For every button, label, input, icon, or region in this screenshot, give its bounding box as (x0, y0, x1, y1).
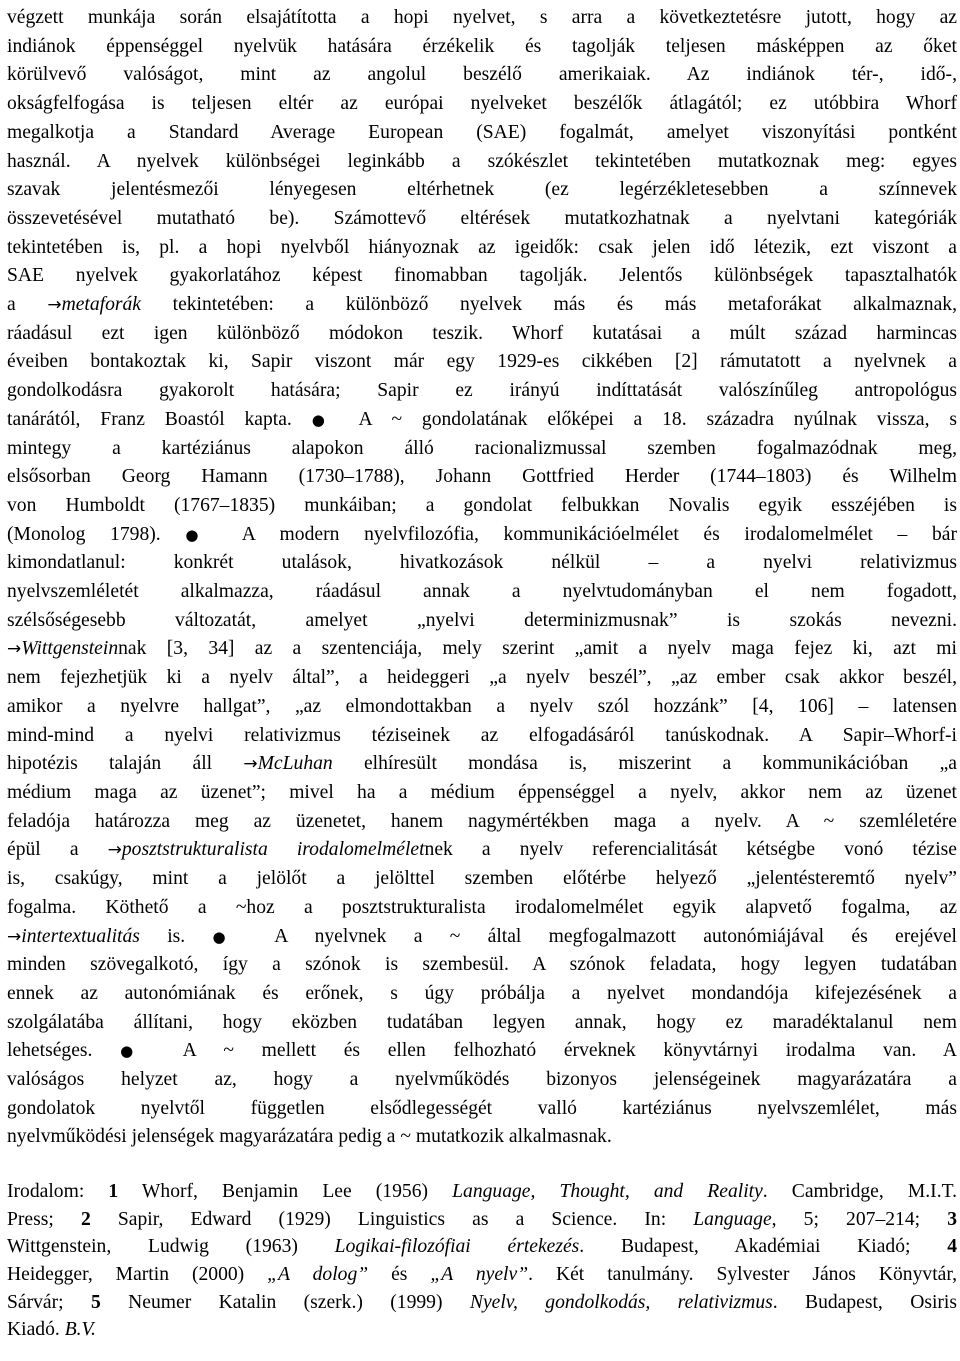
italic-term: „A nyelv” (430, 1263, 529, 1285)
text-run: Whorf, Benjamin Lee (1956) (118, 1181, 453, 1203)
reference-number: 4 (947, 1236, 957, 1258)
body-line (7, 234, 957, 263)
cross-reference-arrow-icon: → (107, 840, 122, 861)
text-run: éveiben bontakoztak ki, Sapir viszont már egy 1929-es cikkében [2] rámutatott a nyelvnek a (7, 351, 957, 373)
text-run: mintegy a kartéziánus alapokon álló racionalizmussal szemben fogalmazódnak meg, (7, 437, 957, 459)
reference-number: 2 (80, 1208, 91, 1230)
text-run: A ~ gondolatának előképei a 18. századra nyúlnak vissza, s (339, 408, 957, 430)
bullet-icon: ● (185, 525, 219, 544)
text-run: okságfelfogása is teljesen eltér az európai nyelveket beszélők átlagától; ez utóbbira Whorf (7, 93, 957, 115)
text-run: ráadásul ezt igen különböző módokon teszik. Whorf kutatásai a múlt század harmincas (7, 322, 957, 344)
text-run: gondolatok nyelvtől független elsődlegességét valló kartéziánus nyelvszemlélet, más (7, 1097, 957, 1119)
text-run: valóságos helyzet az, hogy a nyelvműködés bizonyos jelenségeinek magyarázatára a (7, 1069, 957, 1091)
text-run: Press; (7, 1208, 81, 1230)
text-run: megalkotja a Standard Average European (SAE) fogalmát, amelyet viszonyítási pontként (7, 121, 957, 143)
text-run: minden szövegalkotó, így a szónok is szembesül. A szónok feladata, hogy legyen tudatában (7, 954, 957, 976)
italic-term: McLuhan (257, 753, 333, 775)
text-run: használ. A nyelvek különbségei leginkább a szókészlet tekintetében mutatkoznak meg: egyes (7, 150, 957, 172)
text-run: gondolkodásra gyakorolt hatására; Sapir ez irányú indíttatását valószínűleg antropológus (7, 380, 957, 402)
italic-term: B.V. (64, 1319, 96, 1341)
body-line (7, 808, 957, 837)
italic-term: metaforák (61, 294, 142, 316)
text-run: szavak jelentésmezői lényegesen eltérhetnek (ez legérzékletesebben a színnevek (7, 179, 957, 201)
cross-reference-arrow-icon: → (243, 754, 258, 775)
reference-number: 1 (108, 1181, 119, 1203)
text-run: A nyelvnek a ~ által megfogalmazott autonómiájával és erejével (247, 925, 957, 947)
text-run: elsősorban Georg Hamann (1730–1788), Johann Gottfried Herder (1744–1803) és Wilhelm (7, 466, 957, 488)
cross-reference-arrow-icon: → (7, 926, 22, 947)
references-section (7, 1178, 957, 1344)
text-run: szolgálatába állítani, hogy eközben tudatában legyen annak, hogy ez maradéktalanul nem (7, 1011, 957, 1033)
italic-term: „A dolog” (267, 1263, 369, 1285)
text-run: Sárvár; (7, 1291, 91, 1313)
text-run: médium maga az üzenet”; mivel ha a médium éppenséggel a nyelv, akkor nem az üzenet (7, 781, 957, 803)
body-line (7, 291, 957, 320)
italic-term: Language, Thought, and Reality (452, 1181, 763, 1203)
body-line (7, 664, 957, 693)
text-run: indiánok éppenséggel nyelvük hatására érzékelik és tagolják teljesen másképpen az őket (7, 35, 957, 57)
body-line (7, 722, 957, 751)
body-line (7, 521, 957, 550)
body-line (7, 320, 957, 349)
body-line (7, 1123, 957, 1152)
body-line (7, 33, 957, 62)
italic-term: Language (693, 1208, 772, 1230)
text-run: Neumer Katalin (szerk.) (1999) (100, 1291, 470, 1313)
body-line (7, 1095, 957, 1124)
text-run: Sapir, Edward (1929) Linguistics as a Science. In: (90, 1208, 694, 1230)
text-run: elhíresült mondása is, miszerint a kommunikációban „a (332, 753, 957, 775)
text-run: , 5; 207–214; (771, 1208, 948, 1230)
body-line (7, 836, 957, 865)
italic-term: Nyelv, gondolkodás, relativizmus (469, 1291, 773, 1313)
text-run: ennek az autonómiának és erőnek, s úgy próbálja a nyelvet mondandója kifejezésének a (7, 982, 957, 1004)
body-line (7, 578, 957, 607)
reference-line (7, 1178, 957, 1206)
text-run: Kiadó. (7, 1319, 65, 1341)
body-line (7, 607, 957, 636)
bullet-icon: ● (311, 410, 340, 429)
article-body (7, 4, 957, 1152)
italic-term: Logikai-filozófiai értekezés (334, 1236, 580, 1258)
text-run: nek a nyelv referencialitását kétségbe vonó tézise (424, 839, 957, 861)
body-line (7, 90, 957, 119)
text-run: összevetésével mutatható be). Számottevő eltérések mutatkozhatnak a nyelvtani kategóriák (7, 207, 957, 229)
reference-number: 3 (947, 1208, 958, 1230)
text-run: A modern nyelvfilozófia, kommunikációelmélet és irodalomelmélet – bár (218, 523, 957, 545)
body-line (7, 119, 957, 148)
text-run: hipotézis talaján áll (7, 753, 244, 775)
text-run: . Cambridge, M.I.T. (762, 1181, 958, 1203)
text-run: tekintetében is, pl. a hopi nyelvből hiányoznak az igeidők: csak jelen idő létezik, ezt viszont a (7, 236, 957, 258)
body-line (7, 1009, 957, 1038)
text-run: Heidegger, Martin (2000) (7, 1263, 268, 1285)
body-line (7, 492, 957, 521)
body-line (7, 635, 957, 664)
text-run: von Humboldt (1767–1835) munkáiban; a gondolat felbukkan Novalis egyik esszéjében is (7, 494, 957, 516)
body-line (7, 435, 957, 464)
body-line (7, 262, 957, 291)
document-page (7, 4, 957, 1344)
text-run: tanárától, Franz Boastól kapta. (7, 408, 312, 430)
body-line (7, 1037, 957, 1066)
body-line (7, 61, 957, 90)
reference-line (7, 1206, 957, 1234)
body-line (7, 923, 957, 952)
body-line (7, 406, 957, 435)
body-line (7, 865, 957, 894)
body-line (7, 348, 957, 377)
text-run: . Budapest, Akadémiai Kiadó; (579, 1236, 948, 1258)
body-line (7, 951, 957, 980)
text-run: is. (139, 925, 213, 947)
text-run: épül a (7, 839, 108, 861)
body-line (7, 693, 957, 722)
text-run: Irodalom: (7, 1181, 109, 1203)
body-line (7, 205, 957, 234)
text-run: és (368, 1263, 431, 1285)
body-line (7, 779, 957, 808)
text-run: nyelvműködési jelenségek magyarázatára pedig a ~ mutatkozik alkalmasnak. (7, 1126, 612, 1148)
body-line (7, 4, 957, 33)
text-run: A ~ mellett és ellen felhozható érveknek könyvtárnyi irodalma van. A (155, 1040, 957, 1062)
bullet-icon: ● (120, 1042, 156, 1061)
text-run: is, csakúgy, mint a jelölőt a jelölttel szemben előtérbe helyező „jelentésteremtő nyelv” (7, 868, 957, 890)
text-run: Wittgenstein, Ludwig (1963) (7, 1236, 335, 1258)
italic-term: posztstrukturalista irodalomelmélet (121, 839, 425, 861)
text-run: szélsőségesebb változatát, amelyet „nyelvi determinizmusnak” is szokás nevezni. (7, 609, 957, 631)
body-line (7, 750, 957, 779)
body-line (7, 148, 957, 177)
reference-line (7, 1316, 957, 1344)
italic-term: Wittgenstein (21, 638, 119, 660)
reference-line (7, 1261, 957, 1289)
body-line (7, 176, 957, 205)
text-run: a (7, 294, 48, 316)
text-run: nyelvszemléletét alkalmazza, ráadásul annak a nyelvtudományban el nem fogadott, (7, 581, 957, 603)
text-run: mind-mind a nyelvi relativizmus téziseinek az elfogadásáról tanúskodnak. A Sapir–Whorf-i (7, 724, 957, 746)
body-line (7, 1066, 957, 1095)
text-run: nak [3, 34] az a szentenciája, mely szerint „amit a nyelv maga fejez ki, azt mi (118, 638, 957, 660)
body-line (7, 463, 957, 492)
text-run: lehetséges. (7, 1040, 121, 1062)
cross-reference-arrow-icon: → (7, 639, 22, 660)
text-run: végzett munkája során elsajátította a hopi nyelvet, s arra a következtetésre jutott, hogy az (7, 7, 957, 28)
body-line (7, 377, 957, 406)
reference-line (7, 1233, 957, 1261)
body-line (7, 980, 957, 1009)
text-run: SAE nyelvek gyakorlatához képest finomabban tagolják. Jelentős különbségek tapasztalhatók (7, 265, 957, 287)
text-run: kimondatlanul: konkrét utalások, hivatkozások nélkül – a nyelvi relativizmus (7, 552, 957, 574)
text-run: . Budapest, Osiris (772, 1291, 958, 1313)
text-run: amikor a nyelvre hallgat”, „az elmondottakban a nyelv szól hozzánk” [4, 106] – latensen (7, 695, 957, 717)
text-run: fogalma. Köthető a ~hoz a posztstrukturalista irodalomelmélet egyik alapvető fogalma, az (7, 896, 957, 918)
text-run: tekintetében: a különböző nyelvek más és más metaforákat alkalmaznak, (141, 294, 957, 316)
bullet-icon: ● (212, 927, 248, 946)
body-line (7, 894, 957, 923)
italic-term: intertextualitás (21, 925, 140, 947)
text-run: nem fejezhetjük ki a nyelv által”, a heideggeri „a nyelv beszél”, „az ember csak akkor beszél, (7, 667, 957, 689)
cross-reference-arrow-icon: → (47, 295, 62, 316)
body-line (7, 549, 957, 578)
text-run: feladója határozza meg az üzenetet, hanem nagymértékben maga a nyelv. A ~ szemléletére (7, 810, 957, 832)
text-run: (Monolog 1798). (7, 523, 186, 545)
reference-line (7, 1289, 957, 1317)
text-run: . Két tanulmány. Sylvester János Könyvtár, (528, 1263, 957, 1285)
reference-number: 5 (90, 1291, 101, 1313)
text-run: körülvevő valóságot, mint az angolul beszélő amerikaiak. Az indiánok tér-, idő-, (7, 64, 957, 86)
